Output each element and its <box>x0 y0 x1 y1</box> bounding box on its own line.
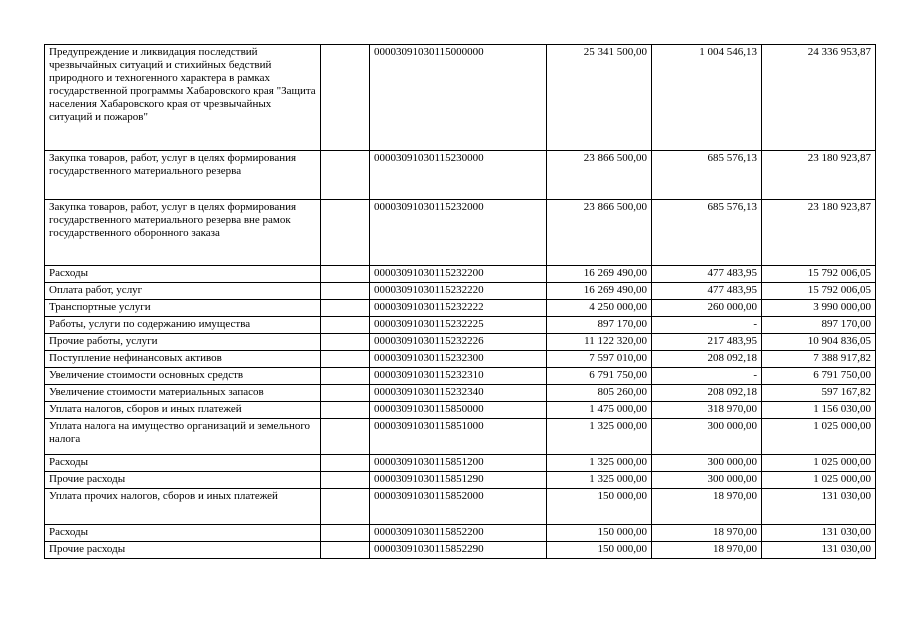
row-name: Расходы <box>45 525 321 542</box>
row-executed: 1 004 546,13 <box>652 45 762 151</box>
row-blank-cell <box>321 455 370 472</box>
row-name: Прочие расходы <box>45 542 321 559</box>
row-code: 00003091030115232310 <box>370 368 547 385</box>
row-blank-cell <box>321 368 370 385</box>
row-approved: 6 791 750,00 <box>547 368 652 385</box>
row-name: Уплата налога на имущество организаций и земельного налога <box>45 419 321 455</box>
row-name: Предупреждение и ликвидация последствий чрезвычайных ситуаций и стихийных бедствий природного и техногенного характера в рамках государственной программы Хабаровского края "Защита населения Хабаровского края от чрезвычайных ситуаций и пожаров" <box>45 45 321 151</box>
row-executed: - <box>652 368 762 385</box>
row-executed: 477 483,95 <box>652 266 762 283</box>
row-blank-cell <box>321 472 370 489</box>
row-approved: 16 269 490,00 <box>547 283 652 300</box>
row-code: 00003091030115850000 <box>370 402 547 419</box>
table-row <box>45 472 876 489</box>
row-code: 00003091030115851290 <box>370 472 547 489</box>
row-executed: 300 000,00 <box>652 472 762 489</box>
row-code: 00003091030115232222 <box>370 300 547 317</box>
row-name: Закупка товаров, работ, услуг в целях формирования государственного материального резерва вне рамок государственного оборонного заказа <box>45 200 321 266</box>
table-row <box>45 200 876 266</box>
row-executed: 260 000,00 <box>652 300 762 317</box>
row-approved: 23 866 500,00 <box>547 200 652 266</box>
row-unexecuted: 1 025 000,00 <box>762 472 876 489</box>
row-approved: 1 325 000,00 <box>547 472 652 489</box>
table-row <box>45 283 876 300</box>
row-blank-cell <box>321 385 370 402</box>
row-executed: 685 576,13 <box>652 151 762 200</box>
row-executed: 685 576,13 <box>652 200 762 266</box>
row-approved: 805 260,00 <box>547 385 652 402</box>
row-unexecuted: 6 791 750,00 <box>762 368 876 385</box>
row-executed: 18 970,00 <box>652 542 762 559</box>
table-row <box>45 300 876 317</box>
row-approved: 1 325 000,00 <box>547 455 652 472</box>
row-executed: 217 483,95 <box>652 334 762 351</box>
row-approved: 16 269 490,00 <box>547 266 652 283</box>
row-name: Увеличение стоимости материальных запасов <box>45 385 321 402</box>
row-name: Работы, услуги по содержанию имущества <box>45 317 321 334</box>
table-row <box>45 419 876 455</box>
row-executed: 477 483,95 <box>652 283 762 300</box>
row-executed: - <box>652 317 762 334</box>
row-code: 00003091030115851000 <box>370 419 547 455</box>
table-row <box>45 351 876 368</box>
row-approved: 7 597 010,00 <box>547 351 652 368</box>
row-code: 00003091030115232200 <box>370 266 547 283</box>
table-row <box>45 385 876 402</box>
row-blank-cell <box>321 419 370 455</box>
row-name: Поступление нефинансовых активов <box>45 351 321 368</box>
table-row <box>45 45 876 151</box>
row-blank-cell <box>321 151 370 200</box>
row-blank-cell <box>321 489 370 525</box>
row-blank-cell <box>321 351 370 368</box>
row-code: 00003091030115852290 <box>370 542 547 559</box>
row-approved: 4 250 000,00 <box>547 300 652 317</box>
row-approved: 1 475 000,00 <box>547 402 652 419</box>
row-executed: 300 000,00 <box>652 455 762 472</box>
row-unexecuted: 7 388 917,82 <box>762 351 876 368</box>
table-row <box>45 542 876 559</box>
row-unexecuted: 15 792 006,05 <box>762 283 876 300</box>
row-name: Прочие работы, услуги <box>45 334 321 351</box>
row-unexecuted: 131 030,00 <box>762 489 876 525</box>
row-blank-cell <box>321 300 370 317</box>
row-name: Закупка товаров, работ, услуг в целях формирования государственного материального резерва <box>45 151 321 200</box>
row-unexecuted: 15 792 006,05 <box>762 266 876 283</box>
row-code: 00003091030115230000 <box>370 151 547 200</box>
table-row <box>45 525 876 542</box>
row-approved: 150 000,00 <box>547 542 652 559</box>
row-name: Увеличение стоимости основных средств <box>45 368 321 385</box>
table-body <box>45 45 876 559</box>
row-blank-cell <box>321 45 370 151</box>
row-blank-cell <box>321 525 370 542</box>
row-name: Транспортные услуги <box>45 300 321 317</box>
row-blank-cell <box>321 266 370 283</box>
row-blank-cell <box>321 200 370 266</box>
table-row <box>45 334 876 351</box>
row-code: 00003091030115000000 <box>370 45 547 151</box>
table-row <box>45 489 876 525</box>
row-blank-cell <box>321 402 370 419</box>
row-unexecuted: 24 336 953,87 <box>762 45 876 151</box>
row-executed: 18 970,00 <box>652 525 762 542</box>
table-row <box>45 402 876 419</box>
row-blank-cell <box>321 283 370 300</box>
row-name: Прочие расходы <box>45 472 321 489</box>
row-executed: 208 092,18 <box>652 385 762 402</box>
row-code: 00003091030115232225 <box>370 317 547 334</box>
row-code: 00003091030115232300 <box>370 351 547 368</box>
row-approved: 1 325 000,00 <box>547 419 652 455</box>
row-unexecuted: 131 030,00 <box>762 525 876 542</box>
row-approved: 150 000,00 <box>547 489 652 525</box>
row-unexecuted: 10 904 836,05 <box>762 334 876 351</box>
row-code: 00003091030115232226 <box>370 334 547 351</box>
row-approved: 11 122 320,00 <box>547 334 652 351</box>
table-row <box>45 266 876 283</box>
row-name: Уплата налогов, сборов и иных платежей <box>45 402 321 419</box>
row-unexecuted: 3 990 000,00 <box>762 300 876 317</box>
table-row <box>45 455 876 472</box>
table-row <box>45 368 876 385</box>
row-unexecuted: 23 180 923,87 <box>762 200 876 266</box>
row-unexecuted: 897 170,00 <box>762 317 876 334</box>
row-executed: 300 000,00 <box>652 419 762 455</box>
row-unexecuted: 23 180 923,87 <box>762 151 876 200</box>
row-unexecuted: 1 025 000,00 <box>762 455 876 472</box>
row-code: 00003091030115852200 <box>370 525 547 542</box>
row-unexecuted: 1 156 030,00 <box>762 402 876 419</box>
row-approved: 25 341 500,00 <box>547 45 652 151</box>
row-executed: 208 092,18 <box>652 351 762 368</box>
row-code: 00003091030115232340 <box>370 385 547 402</box>
row-name: Уплата прочих налогов, сборов и иных платежей <box>45 489 321 525</box>
row-code: 00003091030115852000 <box>370 489 547 525</box>
table-row <box>45 151 876 200</box>
row-approved: 897 170,00 <box>547 317 652 334</box>
row-executed: 18 970,00 <box>652 489 762 525</box>
row-blank-cell <box>321 317 370 334</box>
row-blank-cell <box>321 542 370 559</box>
row-approved: 23 866 500,00 <box>547 151 652 200</box>
row-unexecuted: 597 167,82 <box>762 385 876 402</box>
row-name: Расходы <box>45 455 321 472</box>
row-unexecuted: 131 030,00 <box>762 542 876 559</box>
row-unexecuted: 1 025 000,00 <box>762 419 876 455</box>
row-approved: 150 000,00 <box>547 525 652 542</box>
budget-execution-table <box>44 44 876 559</box>
row-name: Оплата работ, услуг <box>45 283 321 300</box>
row-code: 00003091030115232000 <box>370 200 547 266</box>
row-name: Расходы <box>45 266 321 283</box>
table-row <box>45 317 876 334</box>
row-code: 00003091030115851200 <box>370 455 547 472</box>
row-code: 00003091030115232220 <box>370 283 547 300</box>
row-blank-cell <box>321 334 370 351</box>
row-executed: 318 970,00 <box>652 402 762 419</box>
